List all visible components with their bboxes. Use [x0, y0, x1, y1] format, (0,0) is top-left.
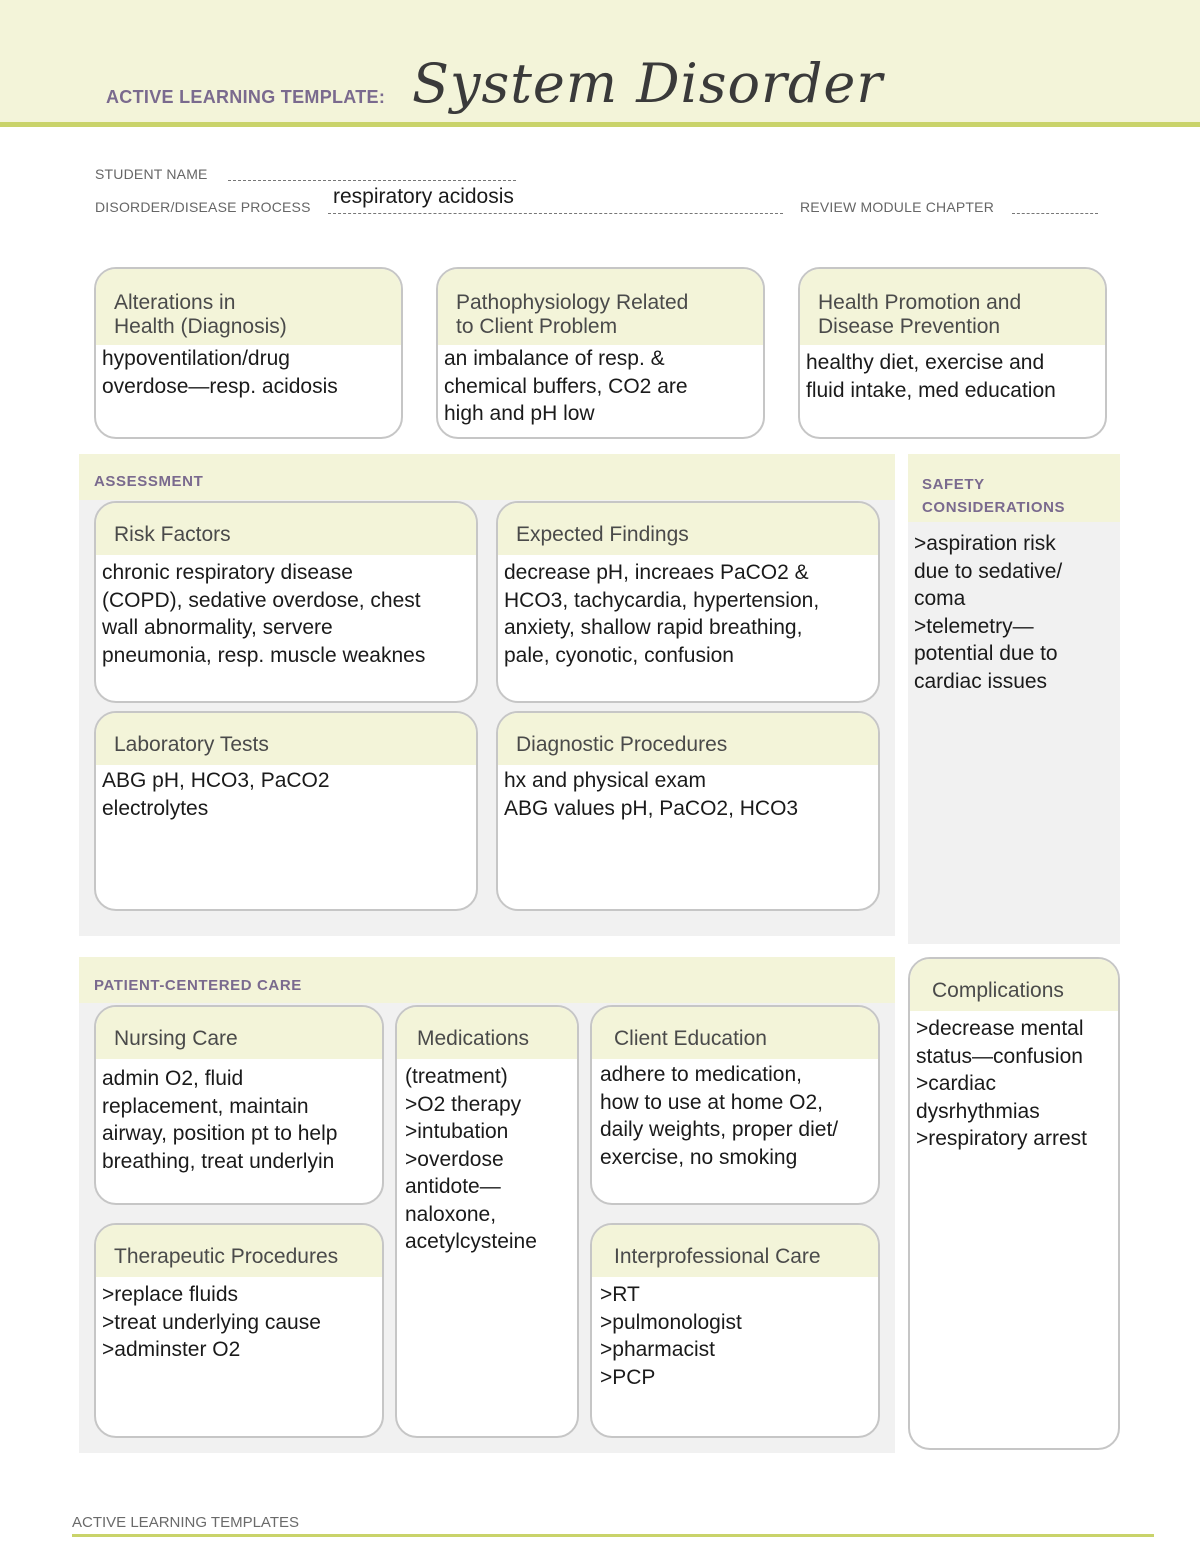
alterations-content[interactable]: hypoventilation/drug overdose—resp. acidosis: [102, 347, 338, 398]
diagnostic-procedures-content[interactable]: hx and physical exam ABG values pH, PaCO2, HCO3: [504, 769, 799, 820]
template-label: ACTIVE LEARNING TEMPLATE:: [106, 87, 386, 107]
laboratory-tests-title: Laboratory Tests: [96, 713, 476, 765]
expected-findings-title: Expected Findings: [498, 503, 878, 555]
footer-rule: [72, 1534, 1154, 1537]
complications-content[interactable]: >decrease mental status—confusion >cardiac dysrhythmias >respiratory arrest: [916, 1017, 1087, 1150]
alterations-title: Alterations in Health (Diagnosis): [96, 269, 401, 345]
diagnostic-procedures-title: Diagnostic Procedures: [498, 713, 878, 765]
risk-factors-box: [94, 501, 478, 703]
risk-factors-content[interactable]: chronic respiratory disease (COPD), sedative overdose, chest wall abnormality, servere pneumonia, resp. muscle weaknes: [102, 561, 426, 667]
interprofessional-care-box: [590, 1223, 880, 1438]
client-education-title: Client Education: [592, 1007, 878, 1059]
laboratory-tests-content[interactable]: ABG pH, HCO3, PaCO2 electrolytes: [102, 769, 330, 820]
review-module-label: REVIEW MODULE CHAPTER: [800, 199, 994, 215]
therapeutic-procedures-box: [94, 1223, 384, 1438]
patient-care-label: PATIENT-CENTERED CARE: [94, 977, 302, 994]
client-education-content[interactable]: adhere to medication, how to use at home O2, daily weights, proper diet/ exercise, no smoking: [600, 1063, 839, 1169]
nursing-care-box: [94, 1005, 384, 1205]
nursing-care-content[interactable]: admin O2, fluid replacement, maintain airway, position pt to help breathing, treat underlyin: [102, 1067, 338, 1173]
safety-panel: [908, 454, 1120, 944]
complications-box: [908, 957, 1120, 1450]
client-education-box: [590, 1005, 880, 1205]
nursing-care-title: Nursing Care: [96, 1007, 382, 1059]
expected-findings-box: [496, 501, 880, 703]
pathophysiology-content[interactable]: an imbalance of resp. & chemical buffers, CO2 are high and pH low: [444, 347, 688, 425]
pathophysiology-box: [436, 267, 765, 439]
health-promotion-content[interactable]: healthy diet, exercise and fluid intake, med education: [806, 351, 1056, 402]
complications-title: Complications: [910, 959, 1118, 1011]
health-promotion-box: [798, 267, 1107, 439]
therapeutic-procedures-content[interactable]: >replace fluids >treat underlying cause >adminster O2: [102, 1283, 321, 1361]
diagnostic-procedures-box: [496, 711, 880, 911]
disorder-label: DISORDER/DISEASE PROCESS: [95, 199, 311, 215]
footer-label: ACTIVE LEARNING TEMPLATES: [72, 1514, 299, 1531]
medications-content[interactable]: (treatment) >O2 therapy >intubation >overdose antidote— naloxone, acetylcysteine: [405, 1065, 537, 1253]
risk-factors-title: Risk Factors: [96, 503, 476, 555]
student-name-field[interactable]: [228, 180, 516, 181]
medications-box: [395, 1005, 579, 1438]
header-rule: [0, 122, 1200, 127]
safety-content[interactable]: >aspiration risk due to sedative/ coma >telemetry— potential due to cardiac issues: [914, 532, 1063, 693]
therapeutic-procedures-title: Therapeutic Procedures: [96, 1225, 382, 1277]
health-promotion-title: Health Promotion and Disease Prevention: [800, 269, 1105, 345]
assessment-label: ASSESSMENT: [94, 473, 204, 490]
medications-title: Medications: [397, 1007, 577, 1059]
expected-findings-content[interactable]: decrease pH, increaes PaCO2 & HCO3, tachycardia, hypertension, anxiety, shallow rapid breathing, pale, cyonotic, confusion: [504, 561, 820, 667]
disorder-value: respiratory acidosis: [333, 185, 514, 208]
alterations-box: [94, 267, 403, 439]
pathophysiology-title: Pathophysiology Related to Client Problem: [438, 269, 763, 345]
disorder-field[interactable]: [328, 213, 783, 214]
safety-label: SAFETY CONSIDERATIONS: [922, 476, 1066, 516]
template-title: System Disorder: [412, 52, 884, 115]
interprofessional-care-title: Interprofessional Care: [592, 1225, 878, 1277]
student-name-label: STUDENT NAME: [95, 166, 208, 182]
interprofessional-care-content[interactable]: >RT >pulmonologist >pharmacist >PCP: [600, 1283, 742, 1389]
review-module-field[interactable]: [1012, 213, 1098, 214]
laboratory-tests-box: [94, 711, 478, 911]
